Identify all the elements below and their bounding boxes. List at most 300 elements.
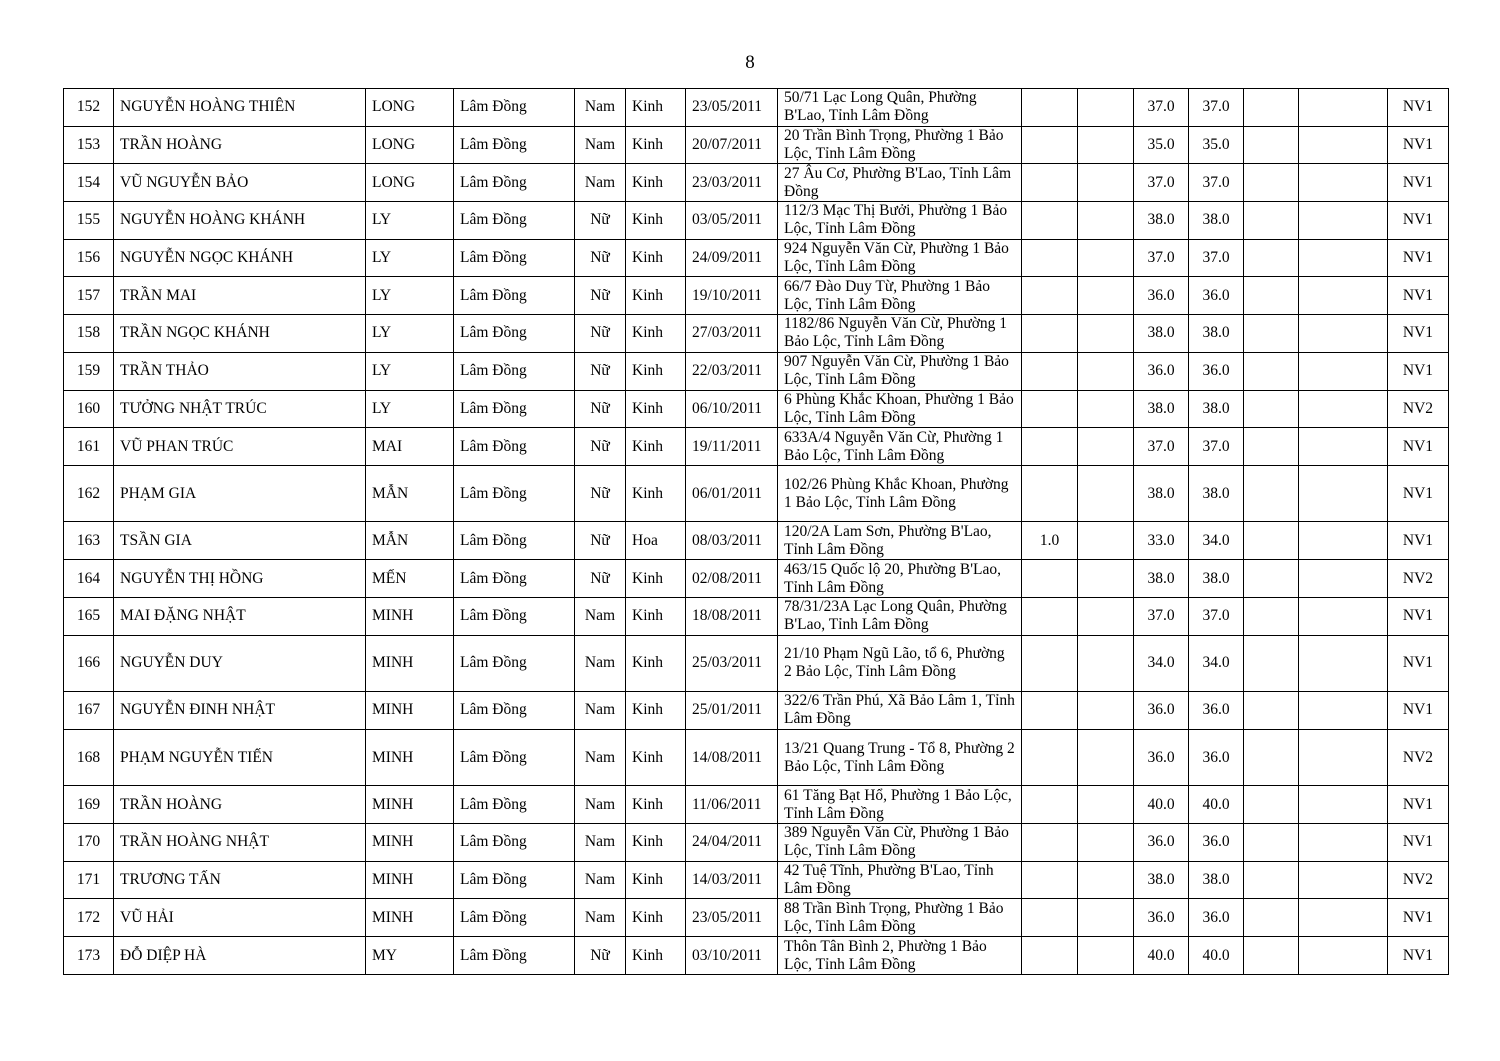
extra-col-a-cell xyxy=(1244,899,1299,937)
extra-col-b-cell xyxy=(1299,202,1388,240)
family-middle-name-cell: TRẦN HOÀNG xyxy=(114,786,366,824)
date-of-birth-cell: 03/10/2011 xyxy=(686,937,778,975)
date-of-birth-cell: 03/05/2011 xyxy=(686,202,778,240)
gender-cell: Nam xyxy=(575,824,626,862)
row-number-cell: 161 xyxy=(64,428,114,466)
birthplace-cell: Lâm Đồng xyxy=(454,202,575,240)
row-number-cell: 167 xyxy=(64,692,114,730)
given-name-cell: LONG xyxy=(366,89,454,127)
extra-col-a-cell xyxy=(1244,597,1299,635)
ethnicity-cell: Kinh xyxy=(626,239,686,277)
given-name-cell: MINH xyxy=(366,597,454,635)
family-middle-name-cell: NGUYỄN ĐINH NHẬT xyxy=(114,692,366,730)
ethnicity-cell: Kinh xyxy=(626,315,686,353)
extra-col-b-cell xyxy=(1299,786,1388,824)
ethnicity-cell: Kinh xyxy=(626,692,686,730)
ethnicity-cell: Kinh xyxy=(626,729,686,786)
ethnicity-cell: Kinh xyxy=(626,202,686,240)
priority-points-cell xyxy=(1022,786,1078,824)
ethnicity-cell: Kinh xyxy=(626,428,686,466)
score-1-cell: 38.0 xyxy=(1134,560,1189,598)
address-cell: 27 Âu Cơ, Phường B'Lao, Tỉnh Lâm Đồng xyxy=(778,164,1022,202)
aspiration-cell: NV1 xyxy=(1388,899,1449,937)
row-number-cell: 164 xyxy=(64,560,114,598)
given-name-cell: MẪN xyxy=(366,465,454,522)
score-2-cell: 37.0 xyxy=(1189,597,1244,635)
score-1-cell: 38.0 xyxy=(1134,390,1189,428)
table-row xyxy=(64,239,1449,277)
address-cell: Thôn Tân Bình 2, Phường 1 Bảo Lộc, Tỉnh Lâm Đồng xyxy=(778,937,1022,975)
address-cell: 6 Phùng Khắc Khoan, Phường 1 Bảo Lộc, Tỉnh Lâm Đồng xyxy=(778,390,1022,428)
date-of-birth-cell: 06/10/2011 xyxy=(686,390,778,428)
gender-cell: Nữ xyxy=(575,428,626,466)
aspiration-cell: NV1 xyxy=(1388,126,1449,164)
address-cell: 50/71 Lạc Long Quân, Phường B'Lao, Tỉnh Lâm Đồng xyxy=(778,89,1022,127)
bonus-points-cell xyxy=(1078,239,1134,277)
birthplace-cell: Lâm Đồng xyxy=(454,390,575,428)
extra-col-b-cell xyxy=(1299,164,1388,202)
ethnicity-cell: Kinh xyxy=(626,89,686,127)
given-name-cell: MINH xyxy=(366,692,454,730)
priority-points-cell: 1.0 xyxy=(1022,522,1078,560)
address-cell: 112/3 Mạc Thị Bưởi, Phường 1 Bảo Lộc, Tỉnh Lâm Đồng xyxy=(778,202,1022,240)
table-row xyxy=(64,126,1449,164)
score-2-cell: 36.0 xyxy=(1189,692,1244,730)
address-cell: 907 Nguyễn Văn Cừ, Phường 1 Bảo Lộc, Tỉnh Lâm Đồng xyxy=(778,352,1022,390)
bonus-points-cell xyxy=(1078,824,1134,862)
priority-points-cell xyxy=(1022,635,1078,692)
family-middle-name-cell: VŨ PHAN TRÚC xyxy=(114,428,366,466)
family-middle-name-cell: ĐỖ DIỆP HÀ xyxy=(114,937,366,975)
address-cell: 463/15 Quốc lộ 20, Phường B'Lao, Tỉnh Lâm Đồng xyxy=(778,560,1022,598)
score-2-cell: 38.0 xyxy=(1189,465,1244,522)
table-row xyxy=(64,729,1449,786)
extra-col-b-cell xyxy=(1299,352,1388,390)
priority-points-cell xyxy=(1022,390,1078,428)
extra-col-a-cell xyxy=(1244,239,1299,277)
ethnicity-cell: Kinh xyxy=(626,277,686,315)
row-number-cell: 173 xyxy=(64,937,114,975)
priority-points-cell xyxy=(1022,352,1078,390)
gender-cell: Nữ xyxy=(575,390,626,428)
aspiration-cell: NV1 xyxy=(1388,202,1449,240)
given-name-cell: MINH xyxy=(366,729,454,786)
aspiration-cell: NV1 xyxy=(1388,352,1449,390)
date-of-birth-cell: 22/03/2011 xyxy=(686,352,778,390)
table-row xyxy=(64,786,1449,824)
date-of-birth-cell: 20/07/2011 xyxy=(686,126,778,164)
gender-cell: Nam xyxy=(575,729,626,786)
score-1-cell: 38.0 xyxy=(1134,202,1189,240)
address-cell: 633A/4 Nguyễn Văn Cừ, Phường 1 Bảo Lộc, Tỉnh Lâm Đồng xyxy=(778,428,1022,466)
given-name-cell: LY xyxy=(366,277,454,315)
date-of-birth-cell: 23/03/2011 xyxy=(686,164,778,202)
gender-cell: Nam xyxy=(575,861,626,899)
priority-points-cell xyxy=(1022,239,1078,277)
row-number-cell: 172 xyxy=(64,899,114,937)
gender-cell: Nữ xyxy=(575,277,626,315)
score-1-cell: 40.0 xyxy=(1134,786,1189,824)
aspiration-cell: NV1 xyxy=(1388,89,1449,127)
given-name-cell: MINH xyxy=(366,786,454,824)
score-2-cell: 38.0 xyxy=(1189,315,1244,353)
bonus-points-cell xyxy=(1078,465,1134,522)
date-of-birth-cell: 18/08/2011 xyxy=(686,597,778,635)
family-middle-name-cell: NGUYỄN THỊ HỒNG xyxy=(114,560,366,598)
date-of-birth-cell: 02/08/2011 xyxy=(686,560,778,598)
family-middle-name-cell: TRẦN NGỌC KHÁNH xyxy=(114,315,366,353)
score-2-cell: 40.0 xyxy=(1189,786,1244,824)
extra-col-a-cell xyxy=(1244,315,1299,353)
gender-cell: Nữ xyxy=(575,352,626,390)
address-cell: 61 Tăng Bạt Hổ, Phường 1 Bảo Lộc, Tỉnh Lâm Đồng xyxy=(778,786,1022,824)
address-cell: 102/26 Phùng Khắc Khoan, Phường 1 Bảo Lộc, Tỉnh Lâm Đồng xyxy=(778,465,1022,522)
priority-points-cell xyxy=(1022,202,1078,240)
extra-col-b-cell xyxy=(1299,861,1388,899)
bonus-points-cell xyxy=(1078,315,1134,353)
birthplace-cell: Lâm Đồng xyxy=(454,560,575,598)
bonus-points-cell xyxy=(1078,692,1134,730)
extra-col-a-cell xyxy=(1244,560,1299,598)
gender-cell: Nam xyxy=(575,635,626,692)
score-1-cell: 33.0 xyxy=(1134,522,1189,560)
bonus-points-cell xyxy=(1078,861,1134,899)
extra-col-b-cell xyxy=(1299,597,1388,635)
row-number-cell: 155 xyxy=(64,202,114,240)
score-1-cell: 37.0 xyxy=(1134,89,1189,127)
score-1-cell: 36.0 xyxy=(1134,352,1189,390)
score-2-cell: 36.0 xyxy=(1189,729,1244,786)
extra-col-b-cell xyxy=(1299,239,1388,277)
aspiration-cell: NV1 xyxy=(1388,428,1449,466)
birthplace-cell: Lâm Đồng xyxy=(454,315,575,353)
score-1-cell: 36.0 xyxy=(1134,899,1189,937)
birthplace-cell: Lâm Đồng xyxy=(454,239,575,277)
score-1-cell: 35.0 xyxy=(1134,126,1189,164)
student-roster-table xyxy=(63,88,1449,975)
priority-points-cell xyxy=(1022,164,1078,202)
score-1-cell: 37.0 xyxy=(1134,597,1189,635)
extra-col-a-cell xyxy=(1244,202,1299,240)
address-cell: 78/31/23A Lạc Long Quân, Phường B'Lao, Tỉnh Lâm Đồng xyxy=(778,597,1022,635)
bonus-points-cell xyxy=(1078,126,1134,164)
score-1-cell: 40.0 xyxy=(1134,937,1189,975)
family-middle-name-cell: TSẦN GIA xyxy=(114,522,366,560)
extra-col-a-cell xyxy=(1244,786,1299,824)
table-row xyxy=(64,202,1449,240)
birthplace-cell: Lâm Đồng xyxy=(454,729,575,786)
priority-points-cell xyxy=(1022,824,1078,862)
aspiration-cell: NV1 xyxy=(1388,635,1449,692)
extra-col-a-cell xyxy=(1244,428,1299,466)
score-2-cell: 38.0 xyxy=(1189,861,1244,899)
extra-col-b-cell xyxy=(1299,315,1388,353)
address-cell: 389 Nguyễn Văn Cừ, Phường 1 Bảo Lộc, Tỉnh Lâm Đồng xyxy=(778,824,1022,862)
bonus-points-cell xyxy=(1078,899,1134,937)
score-1-cell: 36.0 xyxy=(1134,824,1189,862)
extra-col-b-cell xyxy=(1299,692,1388,730)
given-name-cell: MINH xyxy=(366,861,454,899)
row-number-cell: 169 xyxy=(64,786,114,824)
priority-points-cell xyxy=(1022,729,1078,786)
family-middle-name-cell: PHẠM NGUYỄN TIẾN xyxy=(114,729,366,786)
birthplace-cell: Lâm Đồng xyxy=(454,824,575,862)
date-of-birth-cell: 23/05/2011 xyxy=(686,899,778,937)
gender-cell: Nam xyxy=(575,786,626,824)
extra-col-b-cell xyxy=(1299,89,1388,127)
given-name-cell: MINH xyxy=(366,899,454,937)
gender-cell: Nam xyxy=(575,126,626,164)
bonus-points-cell xyxy=(1078,635,1134,692)
bonus-points-cell xyxy=(1078,729,1134,786)
extra-col-b-cell xyxy=(1299,560,1388,598)
extra-col-a-cell xyxy=(1244,126,1299,164)
given-name-cell: MẪN xyxy=(366,522,454,560)
table-row xyxy=(64,560,1449,598)
ethnicity-cell: Kinh xyxy=(626,465,686,522)
given-name-cell: MAI xyxy=(366,428,454,466)
row-number-cell: 153 xyxy=(64,126,114,164)
ethnicity-cell: Kinh xyxy=(626,635,686,692)
ethnicity-cell: Kinh xyxy=(626,560,686,598)
family-middle-name-cell: NGUYỄN NGỌC KHÁNH xyxy=(114,239,366,277)
table-row xyxy=(64,428,1449,466)
bonus-points-cell xyxy=(1078,597,1134,635)
aspiration-cell: NV1 xyxy=(1388,597,1449,635)
score-2-cell: 36.0 xyxy=(1189,277,1244,315)
aspiration-cell: NV1 xyxy=(1388,164,1449,202)
priority-points-cell xyxy=(1022,899,1078,937)
score-2-cell: 35.0 xyxy=(1189,126,1244,164)
address-cell: 322/6 Trần Phú, Xã Bảo Lâm 1, Tỉnh Lâm Đồng xyxy=(778,692,1022,730)
family-middle-name-cell: TƯỞNG NHẬT TRÚC xyxy=(114,390,366,428)
ethnicity-cell: Kinh xyxy=(626,352,686,390)
aspiration-cell: NV1 xyxy=(1388,465,1449,522)
given-name-cell: LY xyxy=(366,202,454,240)
score-2-cell: 34.0 xyxy=(1189,635,1244,692)
priority-points-cell xyxy=(1022,465,1078,522)
priority-points-cell xyxy=(1022,597,1078,635)
table-row xyxy=(64,861,1449,899)
table-row xyxy=(64,899,1449,937)
date-of-birth-cell: 19/10/2011 xyxy=(686,277,778,315)
family-middle-name-cell: VŨ HẢI xyxy=(114,899,366,937)
row-number-cell: 171 xyxy=(64,861,114,899)
score-1-cell: 36.0 xyxy=(1134,277,1189,315)
row-number-cell: 165 xyxy=(64,597,114,635)
family-middle-name-cell: NGUYỄN HOÀNG THIÊN xyxy=(114,89,366,127)
roster-body xyxy=(64,89,1449,975)
priority-points-cell xyxy=(1022,692,1078,730)
score-1-cell: 36.0 xyxy=(1134,692,1189,730)
row-number-cell: 163 xyxy=(64,522,114,560)
score-1-cell: 37.0 xyxy=(1134,164,1189,202)
date-of-birth-cell: 11/06/2011 xyxy=(686,786,778,824)
row-number-cell: 162 xyxy=(64,465,114,522)
aspiration-cell: NV1 xyxy=(1388,692,1449,730)
given-name-cell: LY xyxy=(366,390,454,428)
score-1-cell: 36.0 xyxy=(1134,729,1189,786)
date-of-birth-cell: 27/03/2011 xyxy=(686,315,778,353)
extra-col-a-cell xyxy=(1244,729,1299,786)
row-number-cell: 168 xyxy=(64,729,114,786)
bonus-points-cell xyxy=(1078,164,1134,202)
aspiration-cell: NV2 xyxy=(1388,729,1449,786)
family-middle-name-cell: TRẦN HOÀNG NHẬT xyxy=(114,824,366,862)
score-2-cell: 36.0 xyxy=(1189,352,1244,390)
score-2-cell: 38.0 xyxy=(1189,202,1244,240)
ethnicity-cell: Kinh xyxy=(626,786,686,824)
address-cell: 88 Trần Bình Trọng, Phường 1 Bảo Lộc, Tỉnh Lâm Đồng xyxy=(778,899,1022,937)
table-row xyxy=(64,522,1449,560)
birthplace-cell: Lâm Đồng xyxy=(454,635,575,692)
ethnicity-cell: Kinh xyxy=(626,390,686,428)
bonus-points-cell xyxy=(1078,522,1134,560)
bonus-points-cell xyxy=(1078,202,1134,240)
extra-col-b-cell xyxy=(1299,465,1388,522)
score-2-cell: 36.0 xyxy=(1189,899,1244,937)
birthplace-cell: Lâm Đồng xyxy=(454,428,575,466)
address-cell: 924 Nguyễn Văn Cừ, Phường 1 Bảo Lộc, Tỉnh Lâm Đồng xyxy=(778,239,1022,277)
family-middle-name-cell: MAI ĐẶNG NHẬT xyxy=(114,597,366,635)
gender-cell: Nam xyxy=(575,89,626,127)
extra-col-a-cell xyxy=(1244,824,1299,862)
table-row xyxy=(64,692,1449,730)
score-2-cell: 37.0 xyxy=(1189,428,1244,466)
extra-col-a-cell xyxy=(1244,352,1299,390)
table-row xyxy=(64,352,1449,390)
table-row xyxy=(64,390,1449,428)
ethnicity-cell: Kinh xyxy=(626,861,686,899)
family-middle-name-cell: TRƯƠNG TẤN xyxy=(114,861,366,899)
priority-points-cell xyxy=(1022,560,1078,598)
table-row xyxy=(64,937,1449,975)
priority-points-cell xyxy=(1022,89,1078,127)
score-2-cell: 37.0 xyxy=(1189,239,1244,277)
score-1-cell: 34.0 xyxy=(1134,635,1189,692)
date-of-birth-cell: 14/08/2011 xyxy=(686,729,778,786)
bonus-points-cell xyxy=(1078,390,1134,428)
score-2-cell: 38.0 xyxy=(1189,390,1244,428)
bonus-points-cell xyxy=(1078,560,1134,598)
extra-col-a-cell xyxy=(1244,635,1299,692)
date-of-birth-cell: 06/01/2011 xyxy=(686,465,778,522)
address-cell: 42 Tuệ Tĩnh, Phường B'Lao, Tỉnh Lâm Đồng xyxy=(778,861,1022,899)
aspiration-cell: NV1 xyxy=(1388,786,1449,824)
date-of-birth-cell: 25/01/2011 xyxy=(686,692,778,730)
birthplace-cell: Lâm Đồng xyxy=(454,352,575,390)
extra-col-b-cell xyxy=(1299,899,1388,937)
given-name-cell: MINH xyxy=(366,824,454,862)
birthplace-cell: Lâm Đồng xyxy=(454,937,575,975)
ethnicity-cell: Kinh xyxy=(626,937,686,975)
birthplace-cell: Lâm Đồng xyxy=(454,899,575,937)
priority-points-cell xyxy=(1022,861,1078,899)
aspiration-cell: NV1 xyxy=(1388,522,1449,560)
table-row xyxy=(64,597,1449,635)
gender-cell: Nữ xyxy=(575,315,626,353)
family-middle-name-cell: VŨ NGUYỄN BẢO xyxy=(114,164,366,202)
family-middle-name-cell: PHẠM GIA xyxy=(114,465,366,522)
priority-points-cell xyxy=(1022,315,1078,353)
given-name-cell: MINH xyxy=(366,635,454,692)
score-1-cell: 38.0 xyxy=(1134,465,1189,522)
score-1-cell: 37.0 xyxy=(1134,428,1189,466)
row-number-cell: 156 xyxy=(64,239,114,277)
row-number-cell: 159 xyxy=(64,352,114,390)
extra-col-a-cell xyxy=(1244,164,1299,202)
table-row xyxy=(64,89,1449,127)
extra-col-a-cell xyxy=(1244,390,1299,428)
ethnicity-cell: Kinh xyxy=(626,824,686,862)
extra-col-a-cell xyxy=(1244,937,1299,975)
birthplace-cell: Lâm Đồng xyxy=(454,126,575,164)
extra-col-a-cell xyxy=(1244,861,1299,899)
family-middle-name-cell: NGUYỄN DUY xyxy=(114,635,366,692)
gender-cell: Nữ xyxy=(575,202,626,240)
extra-col-a-cell xyxy=(1244,465,1299,522)
row-number-cell: 170 xyxy=(64,824,114,862)
score-2-cell: 37.0 xyxy=(1189,89,1244,127)
extra-col-b-cell xyxy=(1299,428,1388,466)
family-middle-name-cell: NGUYỄN HOÀNG KHÁNH xyxy=(114,202,366,240)
extra-col-b-cell xyxy=(1299,390,1388,428)
birthplace-cell: Lâm Đồng xyxy=(454,89,575,127)
bonus-points-cell xyxy=(1078,937,1134,975)
table-row xyxy=(64,315,1449,353)
gender-cell: Nữ xyxy=(575,937,626,975)
score-2-cell: 40.0 xyxy=(1189,937,1244,975)
address-cell: 13/21 Quang Trung - Tổ 8, Phường 2 Bảo Lộc, Tỉnh Lâm Đồng xyxy=(778,729,1022,786)
score-2-cell: 37.0 xyxy=(1189,164,1244,202)
aspiration-cell: NV1 xyxy=(1388,277,1449,315)
date-of-birth-cell: 24/09/2011 xyxy=(686,239,778,277)
row-number-cell: 158 xyxy=(64,315,114,353)
extra-col-b-cell xyxy=(1299,937,1388,975)
priority-points-cell xyxy=(1022,937,1078,975)
score-1-cell: 38.0 xyxy=(1134,861,1189,899)
given-name-cell: MY xyxy=(366,937,454,975)
family-middle-name-cell: TRẦN HOÀNG xyxy=(114,126,366,164)
address-cell: 21/10 Phạm Ngũ Lão, tổ 6, Phường 2 Bảo Lộc, Tỉnh Lâm Đồng xyxy=(778,635,1022,692)
birthplace-cell: Lâm Đồng xyxy=(454,786,575,824)
score-1-cell: 37.0 xyxy=(1134,239,1189,277)
address-cell: 120/2A Lam Sơn, Phường B'Lao, Tỉnh Lâm Đồng xyxy=(778,522,1022,560)
table-row xyxy=(64,277,1449,315)
gender-cell: Nữ xyxy=(575,465,626,522)
family-middle-name-cell: TRẦN THẢO xyxy=(114,352,366,390)
date-of-birth-cell: 14/03/2011 xyxy=(686,861,778,899)
gender-cell: Nữ xyxy=(575,239,626,277)
ethnicity-cell: Kinh xyxy=(626,164,686,202)
birthplace-cell: Lâm Đồng xyxy=(454,692,575,730)
birthplace-cell: Lâm Đồng xyxy=(454,164,575,202)
bonus-points-cell xyxy=(1078,352,1134,390)
page-number: 8 xyxy=(745,52,755,73)
gender-cell: Nam xyxy=(575,692,626,730)
aspiration-cell: NV1 xyxy=(1388,937,1449,975)
aspiration-cell: NV1 xyxy=(1388,239,1449,277)
extra-col-b-cell xyxy=(1299,635,1388,692)
date-of-birth-cell: 19/11/2011 xyxy=(686,428,778,466)
extra-col-b-cell xyxy=(1299,729,1388,786)
table-row xyxy=(64,635,1449,692)
row-number-cell: 166 xyxy=(64,635,114,692)
bonus-points-cell xyxy=(1078,786,1134,824)
aspiration-cell: NV2 xyxy=(1388,560,1449,598)
aspiration-cell: NV2 xyxy=(1388,861,1449,899)
score-2-cell: 34.0 xyxy=(1189,522,1244,560)
